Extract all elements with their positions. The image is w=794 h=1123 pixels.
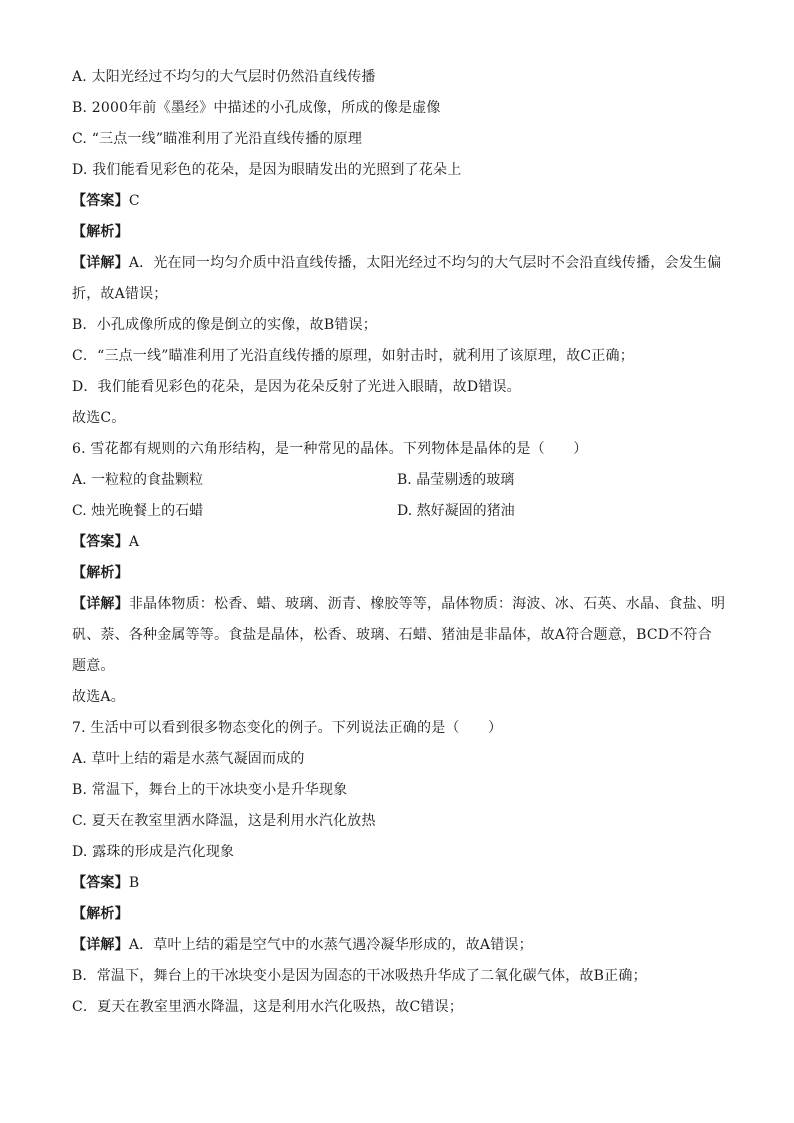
q5-analysis-heading (72, 217, 732, 248)
answer-tag: 【答案】 (72, 193, 129, 209)
q5-option-b: B. 2000年前《墨经》中描述的小孔成像，所成的像是虚像 (72, 100, 441, 116)
q7-option-c: C. 夏天在教室里洒水降温，这是利用水汽化放热 (72, 813, 376, 829)
q6-detail-line: 题意。 (72, 658, 115, 674)
q7-answer (72, 868, 732, 899)
q6-option-b: B. 晶莹剔透的玻璃 (397, 472, 515, 488)
analysis-tag: 【解析】 (72, 906, 129, 922)
q6-analysis-heading (72, 558, 732, 589)
q5-option-a: A. 太阳光经过不均匀的大气层时仍然沿直线传播 (72, 69, 376, 85)
analysis-tag: 【解析】 (72, 565, 129, 581)
answer-value: C (128, 193, 140, 209)
q6-detail-line: 【详解】非晶体物质：松香、蜡、玻璃、沥青、橡胶等等，晶体物质：海波、冰、石英、水晶、食盐、明 (72, 596, 726, 612)
q5-detail-line: B．小孔成像所成的像是倒立的实像，故B错误； (72, 317, 377, 333)
q5-conclusion: 故选C。 (72, 410, 126, 426)
q6-option-c: C. 烛光晚餐上的石蜡 (72, 503, 204, 519)
q7-detail-line: B．常温下，舞台上的干冰块变小是因为固态的干冰吸热升华成了二氧化碳气体，故B正确； (72, 968, 647, 984)
q6-stem: 6. 雪花都有规则的六角形结构，是一种常见的晶体。下列物体是晶体的是（ ） (72, 441, 588, 457)
q6-detail-line: 矾、萘、各种金属等等。食盐是晶体，松香、玻璃、石蜡、猪油是非晶体，故A符合题意，BCD不符合 (72, 627, 712, 643)
detail-tag: 【详解】 (72, 937, 129, 953)
q5-detail-line: 【详解】A．光在同一均匀介质中沿直线传播，太阳光经过不均匀的大气层时不会沿直线传播，会发生偏 (72, 255, 722, 271)
q7-analysis-heading (72, 899, 732, 930)
answer-tag: 【答案】 (72, 534, 129, 550)
q5-option-c: C. “三点一线”瞄准利用了光沿直线传播的原理 (72, 131, 363, 147)
q7-detail-line: C．夏天在教室里洒水降温，这是利用水汽化吸热，故C错误； (72, 999, 464, 1015)
q6-options-row-1 (72, 465, 732, 496)
q7-option-b: B. 常温下，舞台上的干冰块变小是升华现象 (72, 782, 348, 798)
q7-stem: 7. 生活中可以看到很多物态变化的例子。下列说法正确的是（ ） (72, 720, 503, 736)
answer-value: B (128, 875, 140, 891)
q6-option-d: D. 熬好凝固的猪油 (397, 503, 515, 519)
q5-detail-line: C．“三点一线”瞄准利用了光沿直线传播的原理，如射击时，就利用了该原理，故C正确； (72, 348, 634, 364)
q7-option-a: A. 草叶上结的霜是水蒸气凝固而成的 (72, 751, 305, 767)
analysis-tag: 【解析】 (72, 224, 129, 240)
q5-detail-line: D．我们能看见彩色的花朵，是因为花朵反射了光进入眼睛，故D错误。 (72, 379, 521, 395)
q7-detail-line: 【详解】A．草叶上结的霜是空气中的水蒸气遇冷凝华形成的，故A错误； (72, 937, 533, 953)
q5-answer (72, 186, 732, 217)
q5-option-d: D. 我们能看见彩色的花朵，是因为眼睛发出的光照到了花朵上 (72, 162, 462, 178)
detail-tag: 【详解】 (72, 596, 129, 612)
detail-tag: 【详解】 (72, 255, 129, 271)
q6-answer (72, 527, 732, 558)
document-page (72, 62, 732, 1023)
q6-options-row-2 (72, 496, 732, 527)
q5-detail-line: 折，故A错误； (72, 286, 168, 302)
q6-option-a: A. 一粒粒的食盐颗粒 (72, 472, 204, 488)
q7-option-d: D. 露珠的形成是汽化现象 (72, 844, 235, 860)
q6-conclusion: 故选A。 (72, 689, 125, 705)
answer-tag: 【答案】 (72, 875, 129, 891)
answer-value: A (128, 534, 140, 550)
